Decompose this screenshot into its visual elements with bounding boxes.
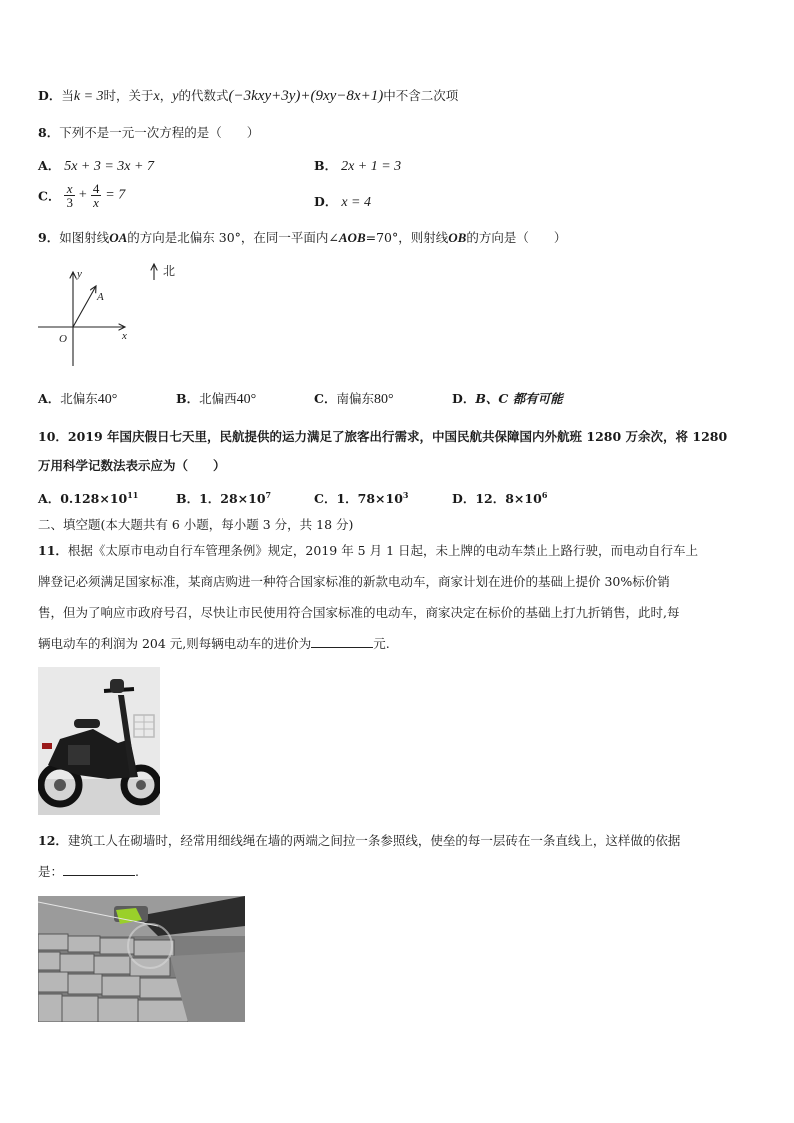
q8-option-d xyxy=(314,192,371,211)
north-label: 北 xyxy=(163,264,176,278)
answer-blank[interactable] xyxy=(63,864,135,876)
q11-line3: 售，但为了响应市政府号召，尽快让市民使用符合国家标准的电动车，商家决定在标价的基础上打九折销售，此时,每 xyxy=(38,605,680,620)
option-letter: D． xyxy=(452,491,476,506)
electric-bike-photo xyxy=(38,667,160,815)
text: 的方向是（ ） xyxy=(466,230,567,245)
text: =70°，则射线 xyxy=(365,230,449,245)
text: 当 xyxy=(61,88,74,103)
option-math: 5x + 3 = 3x + 7 xyxy=(64,159,154,174)
text: ， xyxy=(159,88,173,103)
question-number: 10． xyxy=(38,429,68,444)
option-base: 1．78×10 xyxy=(336,491,403,506)
option-letter: A． xyxy=(38,491,61,506)
q10-stem-line1 xyxy=(38,427,727,445)
option-value: 40° xyxy=(236,392,257,407)
q7-option-d xyxy=(38,86,458,105)
option-value: 40° xyxy=(97,392,118,407)
question-number: 9． xyxy=(38,230,60,245)
option-math: x = 4 xyxy=(341,195,371,210)
question-text: 元. xyxy=(373,636,390,651)
option-math: 2x + 1 = 3 xyxy=(341,159,402,174)
q10-stem-line2: 万用科学记数法表示应为（ ） xyxy=(38,458,226,473)
q9-option-c xyxy=(314,389,394,408)
option-exponent: 7 xyxy=(265,489,272,500)
q9-option-d xyxy=(452,389,563,407)
option-letter: D． xyxy=(38,88,62,103)
q12-line1 xyxy=(38,831,680,849)
question-text: 下列不是一元一次方程的是（ ） xyxy=(59,125,260,140)
fraction xyxy=(91,182,102,209)
question-text: 辆电动车的利润为 204 元,则每辆电动车的进价为 xyxy=(38,636,312,651)
ray-label: OB xyxy=(448,230,467,245)
text: 的方向是北偏东 30°，在同一平面内∠ xyxy=(127,230,339,245)
option-base: 0.128×10 xyxy=(60,491,128,506)
option-text: 南偏东 xyxy=(336,391,374,406)
option-letter: A． xyxy=(38,158,61,173)
question-number: 11． xyxy=(38,543,68,558)
q9-direction-figure xyxy=(30,258,200,373)
option-text: B、C 都有可能 xyxy=(475,391,563,406)
option-letter: A． xyxy=(38,391,61,406)
option-letter: C． xyxy=(314,391,337,406)
option-letter: B． xyxy=(176,491,200,506)
q11-line4 xyxy=(38,634,390,652)
option-value: 80° xyxy=(373,392,394,407)
expression-math: (−3kxy+3y)+(9xy−8x+1) xyxy=(228,88,384,104)
q8-option-b xyxy=(314,156,401,175)
option-exponent: 11 xyxy=(127,489,139,500)
bricklaying-photo xyxy=(38,896,245,1022)
q10-option-c xyxy=(314,489,409,507)
question-text: 根据《太原市电动自行车管理条例》规定，2019 年 5 月 1 日起，未上牌的电动车禁止上路行驶，而电动自行车上 xyxy=(67,543,698,558)
option-exponent: 6 xyxy=(541,489,548,500)
q8-option-c xyxy=(38,182,125,209)
text: 中不含二次项 xyxy=(383,88,459,103)
answer-blank[interactable] xyxy=(311,636,373,648)
plus-sign: + xyxy=(78,187,87,203)
y-axis-label: y xyxy=(77,268,82,280)
option-letter: C． xyxy=(38,188,61,204)
option-letter: C． xyxy=(314,491,337,506)
fraction xyxy=(64,182,75,209)
var-x: x xyxy=(153,89,160,104)
condition-math: k = 3 xyxy=(73,89,104,104)
question-text: 是： xyxy=(38,864,64,879)
option-letter: B． xyxy=(176,391,200,406)
origin-label: O xyxy=(59,333,67,345)
option-letter: B． xyxy=(314,158,338,173)
question-text: 2019 年国庆假日七天里，民航提供的运力满足了旅客出行需求，中国民航共保障国内外航班 1280 万余次，将 1280 xyxy=(67,429,728,444)
q9-stem xyxy=(38,228,566,246)
option-math: = 7 xyxy=(105,187,126,203)
option-text: 北偏东 xyxy=(60,391,98,406)
question-text: 建筑工人在砌墙时，经常用细线绳在墙的两端之间拉一条参照线，使垒的每一层砖在一条直线上，这样做的依据 xyxy=(67,833,681,848)
q9-option-b xyxy=(176,389,256,408)
option-letter: D． xyxy=(452,391,476,406)
q11-line2: 牌登记必须满足国家标准，某商店购进一种符合国家标准的新款电动车，商家计划在进价的基础上提价 30%标价销 xyxy=(38,574,670,589)
option-text: 北偏西 xyxy=(199,391,237,406)
numerator: 4 xyxy=(92,181,100,196)
point-a-label: A xyxy=(97,291,104,303)
x-axis-label: x xyxy=(122,330,127,342)
var-y: y xyxy=(172,89,179,104)
option-base: 12．8×10 xyxy=(475,491,542,506)
question-text: . xyxy=(135,864,139,879)
q8-stem xyxy=(38,123,259,141)
section-heading: 二、填空题(本大题共有 6 小题，每小题 3 分，共 18 分) xyxy=(38,517,354,532)
text: 如图射线 xyxy=(59,230,110,245)
q11-line1 xyxy=(38,541,698,559)
ray-oa xyxy=(73,286,96,327)
q8-option-a xyxy=(38,156,154,175)
q10-option-d xyxy=(452,489,547,507)
ray-label: OA xyxy=(109,230,128,245)
option-base: 1．28×10 xyxy=(199,491,266,506)
q10-option-b xyxy=(176,489,271,507)
text: 时，关于 xyxy=(103,88,154,103)
q10-option-a xyxy=(38,489,138,507)
text: 的代数式 xyxy=(178,88,229,103)
denominator: 3 xyxy=(66,195,73,210)
q9-option-a xyxy=(38,389,117,408)
question-number: 12． xyxy=(38,833,68,848)
option-letter: D． xyxy=(314,194,338,209)
q12-line2 xyxy=(38,862,139,880)
numerator: x xyxy=(64,182,75,196)
angle-label: AOB xyxy=(338,230,366,245)
question-number: 8． xyxy=(38,125,60,140)
denominator: x xyxy=(93,195,99,210)
option-exponent: 3 xyxy=(402,489,409,500)
